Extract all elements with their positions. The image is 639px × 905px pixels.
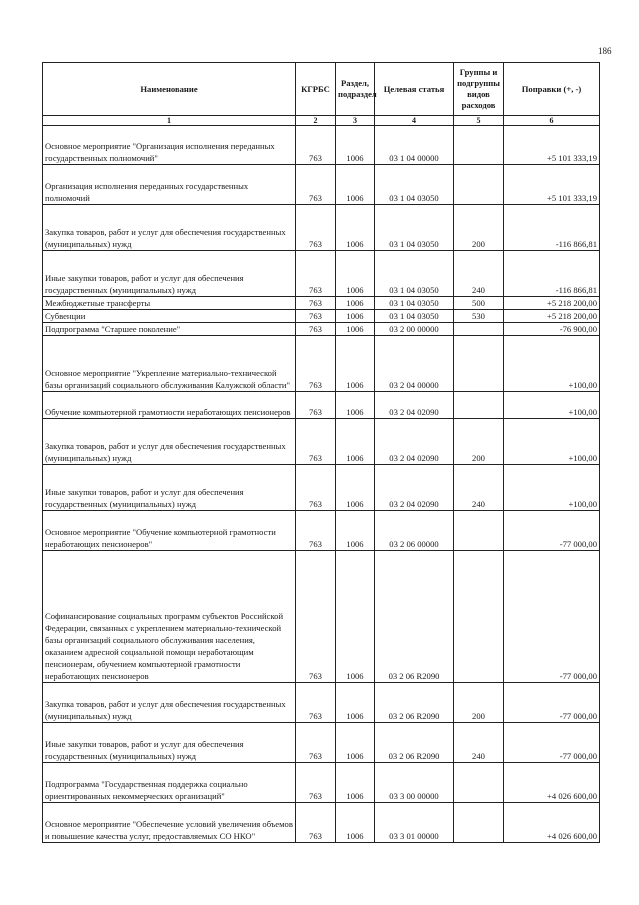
row-name: Основное мероприятие "Обеспечение условий увеличения объемов и повышение качества услуг, предоставляемых СО НКО" [43,803,296,843]
budget-amendments-table [42,62,600,843]
row-group: 200 [454,419,504,465]
row-kgrbs: 763 [296,683,336,723]
row-kgrbs: 763 [296,419,336,465]
row-group [454,511,504,551]
table-row [43,165,600,205]
row-target: 03 1 04 00000 [375,126,454,165]
row-target: 03 3 01 00000 [375,803,454,843]
row-group [454,392,504,419]
table-row [43,392,600,419]
row-amount: -77 000,00 [504,511,600,551]
row-name: Иные закупки товаров, работ и услуг для обеспечения государственных (муниципальных) нужд [43,723,296,763]
row-amount: +5 101 333,19 [504,165,600,205]
row-target: 03 2 00 00000 [375,323,454,336]
row-section: 1006 [336,803,375,843]
table-row [43,323,600,336]
row-kgrbs: 763 [296,551,336,683]
row-amount: -77 000,00 [504,551,600,683]
row-group [454,126,504,165]
row-kgrbs: 763 [296,392,336,419]
row-kgrbs: 763 [296,297,336,310]
table-row [43,465,600,511]
row-target: 03 2 06 R2090 [375,551,454,683]
row-group: 530 [454,310,504,323]
row-group: 240 [454,465,504,511]
table-row [43,126,600,165]
row-name: Иные закупки товаров, работ и услуг для обеспечения государственных (муниципальных) нужд [43,251,296,297]
row-group: 500 [454,297,504,310]
column-number: 4 [375,116,454,126]
row-target: 03 2 06 R2090 [375,723,454,763]
row-target: 03 2 04 02090 [375,419,454,465]
row-amount: -77 000,00 [504,723,600,763]
table-row [43,723,600,763]
table-row [43,205,600,251]
row-target: 03 1 04 03050 [375,165,454,205]
row-section: 1006 [336,310,375,323]
column-number: 5 [454,116,504,126]
row-group: 240 [454,251,504,297]
row-section: 1006 [336,251,375,297]
row-name: Обучение компьютерной грамотности неработающих пенсионеров [43,392,296,419]
row-section: 1006 [336,465,375,511]
table-row [43,251,600,297]
table-header-row [43,63,600,116]
row-amount: +5 101 333,19 [504,126,600,165]
table-row [43,763,600,803]
row-amount: +100,00 [504,419,600,465]
table-row [43,511,600,551]
row-target: 03 2 04 00000 [375,336,454,392]
row-amount: +100,00 [504,392,600,419]
row-target: 03 2 06 00000 [375,511,454,551]
row-name: Основное мероприятие "Обучение компьютерной грамотности неработающих пенсионеров" [43,511,296,551]
row-target: 03 2 04 02090 [375,465,454,511]
row-group [454,803,504,843]
header-group: Группы и подгруппы видов расходов [454,63,504,116]
row-name: Закупка товаров, работ и услуг для обеспечения государственных (муниципальных) нужд [43,419,296,465]
row-amount: +100,00 [504,465,600,511]
row-kgrbs: 763 [296,336,336,392]
row-amount: -116 866,81 [504,251,600,297]
row-name: Основное мероприятие "Укрепление материально-технической базы организаций социального обслуживания Калужской области" [43,336,296,392]
table-row [43,310,600,323]
row-group [454,551,504,683]
row-amount: -77 000,00 [504,683,600,723]
column-number-row [43,116,600,126]
header-target: Целевая статья [375,63,454,116]
row-name: Межбюджетные трансферты [43,297,296,310]
row-section: 1006 [336,165,375,205]
row-amount: +5 218 200,00 [504,297,600,310]
row-amount: +100,00 [504,336,600,392]
header-amendment: Поправки (+, -) [504,63,600,116]
row-kgrbs: 763 [296,723,336,763]
row-section: 1006 [336,511,375,551]
row-kgrbs: 763 [296,251,336,297]
row-section: 1006 [336,683,375,723]
row-group: 240 [454,723,504,763]
row-section: 1006 [336,419,375,465]
header-name: Наименование [43,63,296,116]
row-kgrbs: 763 [296,323,336,336]
row-section: 1006 [336,297,375,310]
row-target: 03 3 00 00000 [375,763,454,803]
row-group [454,763,504,803]
row-group [454,165,504,205]
row-name: Закупка товаров, работ и услуг для обеспечения государственных (муниципальных) нужд [43,205,296,251]
row-name: Софинансирование социальных программ субъектов Российской Федерации, связанных с укреплением материально-технической базы организаций социального обслуживания населения, оказанием адресной социальной помощи неработающим пенсионерам, обучением компьютерной грамотности неработающих пенсионеров [43,551,296,683]
column-number: 1 [43,116,296,126]
row-name: Подпрограмма "Старшее поколение" [43,323,296,336]
column-number: 2 [296,116,336,126]
row-kgrbs: 763 [296,803,336,843]
table-row [43,551,600,683]
row-group: 200 [454,205,504,251]
row-kgrbs: 763 [296,763,336,803]
row-amount: -76 900,00 [504,323,600,336]
row-target: 03 1 04 03050 [375,205,454,251]
table-row [43,803,600,843]
column-number: 6 [504,116,600,126]
row-kgrbs: 763 [296,511,336,551]
row-section: 1006 [336,205,375,251]
row-section: 1006 [336,392,375,419]
header-kgrbs: КГРБС [296,63,336,116]
row-kgrbs: 763 [296,310,336,323]
row-name: Организация исполнения переданных государственных полномочий [43,165,296,205]
table-row [43,297,600,310]
row-kgrbs: 763 [296,205,336,251]
row-kgrbs: 763 [296,165,336,205]
row-target: 03 1 04 03050 [375,251,454,297]
row-section: 1006 [336,336,375,392]
row-group [454,323,504,336]
row-amount: +4 026 600,00 [504,803,600,843]
row-name: Подпрограмма "Государственная поддержка социально ориентированных некоммерческих организаций" [43,763,296,803]
table-body [43,126,600,843]
row-group: 200 [454,683,504,723]
row-kgrbs: 763 [296,126,336,165]
table-row [43,683,600,723]
row-target: 03 2 04 02090 [375,392,454,419]
row-section: 1006 [336,723,375,763]
row-section: 1006 [336,323,375,336]
row-group [454,336,504,392]
row-name: Субвенции [43,310,296,323]
row-target: 03 1 04 03050 [375,310,454,323]
column-number: 3 [336,116,375,126]
row-name: Иные закупки товаров, работ и услуг для обеспечения государственных (муниципальных) нужд [43,465,296,511]
table-row [43,419,600,465]
row-amount: -116 866,81 [504,205,600,251]
row-amount: +4 026 600,00 [504,763,600,803]
row-target: 03 2 06 R2090 [375,683,454,723]
header-section: Раздел, подраздел [336,63,375,116]
row-kgrbs: 763 [296,465,336,511]
row-amount: +5 218 200,00 [504,310,600,323]
row-section: 1006 [336,763,375,803]
table-row [43,336,600,392]
page-number: 186 [598,46,612,56]
row-name: Основное мероприятие "Организация исполнения переданных государственных полномочий" [43,126,296,165]
row-section: 1006 [336,126,375,165]
row-target: 03 1 04 03050 [375,297,454,310]
row-name: Закупка товаров, работ и услуг для обеспечения государственных (муниципальных) нужд [43,683,296,723]
row-section: 1006 [336,551,375,683]
